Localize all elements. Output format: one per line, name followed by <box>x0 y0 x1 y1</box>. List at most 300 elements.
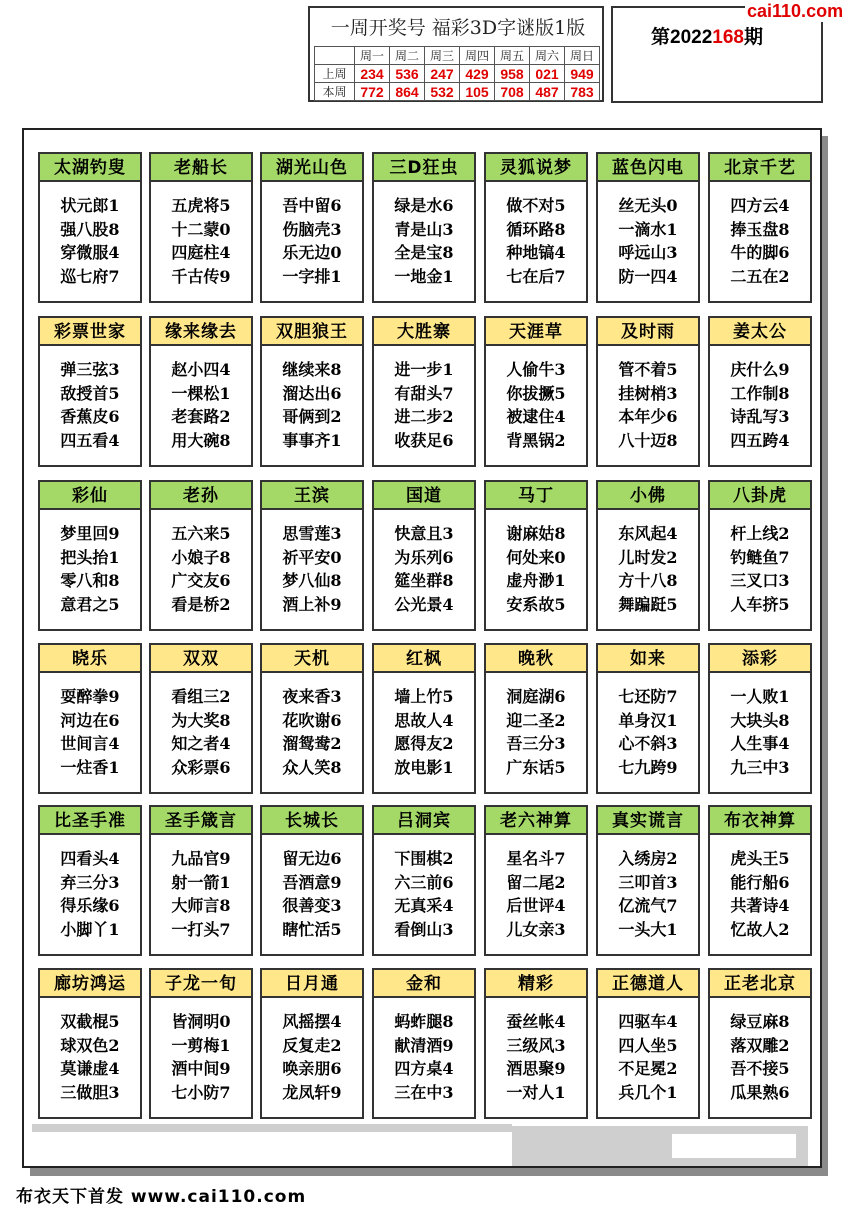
riddle-line: 虎头王5 <box>730 849 790 868</box>
riddle-line: 敌授首5 <box>60 383 120 403</box>
riddle-line: 一头大1 <box>618 919 678 939</box>
result-number: 772 <box>355 83 390 101</box>
riddle-line: 众人笑8 <box>282 757 342 777</box>
riddle-line: 一剪梅1 <box>171 1035 231 1055</box>
riddle-card <box>372 316 476 467</box>
riddle-line: 祈平安0 <box>282 547 342 567</box>
riddle-line: 弹三弦3 <box>60 360 120 379</box>
riddle-line: 唤亲朋6 <box>282 1059 342 1078</box>
riddle-line: 一打头7 <box>171 919 231 939</box>
this-week-label: 本周 <box>315 83 355 101</box>
riddle-card-title: 灵狐说梦 <box>486 154 586 182</box>
riddle-line: 本年少6 <box>618 407 678 426</box>
riddle-card <box>38 968 142 1119</box>
riddle-card <box>596 316 700 467</box>
riddle-line: 儿女亲3 <box>506 919 566 939</box>
riddle-line: 公光景4 <box>394 594 454 614</box>
riddle-line: 三做胆3 <box>60 1082 120 1102</box>
riddle-line: 小脚丫1 <box>60 919 120 939</box>
riddle-card-title: 长城长 <box>262 807 362 835</box>
days-row <box>315 47 600 65</box>
riddle-line: 反复走2 <box>282 1035 342 1055</box>
site-logo: cai110.com <box>747 1 844 21</box>
riddle-card <box>596 968 700 1119</box>
result-number: 958 <box>495 65 530 83</box>
riddle-line: 吾中留6 <box>282 196 342 215</box>
riddle-card-title: 国道 <box>374 482 474 510</box>
footer-credit: 布衣天下首发 www.cai110.com <box>16 1187 307 1206</box>
riddle-card-lines <box>262 522 362 616</box>
riddle-line: 方十八8 <box>618 571 678 590</box>
riddle-card-title: 正德道人 <box>598 970 698 998</box>
riddle-line: 洞庭湖6 <box>506 687 566 706</box>
riddle-line: 何处来0 <box>506 547 566 567</box>
riddle-card <box>149 316 253 467</box>
riddle-card-title: 王滨 <box>262 482 362 510</box>
period-label <box>651 22 763 49</box>
riddle-line: 大师言8 <box>171 896 231 915</box>
riddle-line: 强八股8 <box>60 219 120 239</box>
riddle-card-lines <box>710 194 810 288</box>
weekly-results-title: 一周开奖号 福彩3D字谜版1版 <box>330 17 586 39</box>
riddle-line: 思雪莲3 <box>282 524 342 543</box>
riddle-line: 防一四4 <box>618 266 678 286</box>
riddle-card-title: 姜太公 <box>710 318 810 346</box>
riddle-line: 五六来5 <box>171 524 231 543</box>
weekly-results-panel <box>308 6 604 102</box>
riddle-card-title: 太湖钓叟 <box>40 154 140 182</box>
riddle-card-title: 八卦虎 <box>710 482 810 510</box>
riddle-line: 吾酒意9 <box>282 872 342 892</box>
riddle-card <box>149 480 253 631</box>
riddle-line: 管不着5 <box>618 360 678 379</box>
riddle-line: 四庭柱4 <box>171 243 231 262</box>
riddle-line: 五虎将5 <box>171 196 231 215</box>
riddle-card <box>708 480 812 631</box>
riddle-line: 酒思聚9 <box>506 1059 566 1078</box>
riddle-card-lines <box>486 1010 586 1104</box>
riddle-line: 龙凤轩9 <box>282 1082 342 1102</box>
riddle-card <box>372 805 476 956</box>
riddle-card-title: 双双 <box>151 645 251 673</box>
corner-cell <box>315 47 355 65</box>
riddle-line: 思故人4 <box>394 710 454 730</box>
riddle-line: 快意且3 <box>394 524 454 543</box>
period-number: 168 <box>712 27 744 48</box>
riddle-line: 为乐列6 <box>394 547 454 567</box>
riddle-line: 杆上线2 <box>730 524 790 543</box>
riddle-line: 四方桌4 <box>394 1059 454 1078</box>
riddle-line: 球双色2 <box>60 1035 120 1055</box>
riddle-line: 诗乱写3 <box>730 407 790 426</box>
riddle-card-lines <box>486 847 586 941</box>
riddle-card-title: 小佛 <box>598 482 698 510</box>
riddle-line: 溜鸳鸯2 <box>282 734 342 753</box>
riddle-card-title: 布衣神算 <box>710 807 810 835</box>
result-number: 429 <box>460 65 495 83</box>
riddle-line: 收获足6 <box>394 430 454 450</box>
result-number: 532 <box>425 83 460 101</box>
riddle-line: 大块头8 <box>730 710 790 730</box>
riddle-card-title: 双胆狼王 <box>262 318 362 346</box>
riddle-line: 世间言4 <box>60 734 120 753</box>
riddle-card <box>260 805 364 956</box>
riddle-card-title: 吕洞宾 <box>374 807 474 835</box>
riddle-line: 把头抬1 <box>60 547 120 567</box>
riddle-line: 赵小四4 <box>171 360 231 379</box>
riddle-line: 四驱车4 <box>618 1012 678 1031</box>
riddle-card-lines <box>374 358 474 452</box>
riddle-line: 牛的脚6 <box>730 243 790 262</box>
riddle-line: 一字排1 <box>282 266 342 286</box>
riddle-line: 穿微服4 <box>60 243 120 262</box>
riddle-card-title: 子龙一旬 <box>151 970 251 998</box>
riddle-card <box>372 152 476 303</box>
riddle-line: 绿是水6 <box>394 196 454 215</box>
riddle-line: 三级风3 <box>506 1035 566 1055</box>
riddle-line: 循环路8 <box>506 219 566 239</box>
riddle-line: 谢麻姑8 <box>506 524 566 543</box>
riddle-line: 绿豆麻8 <box>730 1012 790 1031</box>
riddle-card <box>372 480 476 631</box>
riddle-line: 意君之5 <box>60 594 120 614</box>
riddle-line: 很善变3 <box>282 896 342 915</box>
riddle-line: 溜达出6 <box>282 383 342 403</box>
result-number: 247 <box>425 65 460 83</box>
riddle-line: 一人败1 <box>730 687 790 706</box>
result-number: 949 <box>565 65 600 83</box>
riddle-card-lines <box>710 847 810 941</box>
riddle-line: 七还防7 <box>618 687 678 706</box>
result-number: 864 <box>390 83 425 101</box>
riddle-card-title: 廊坊鸿运 <box>40 970 140 998</box>
riddle-card-lines <box>40 847 140 941</box>
riddle-line: 人车挤5 <box>730 594 790 614</box>
period-prefix: 第2022 <box>651 27 713 48</box>
riddle-card-title: 彩票世家 <box>40 318 140 346</box>
riddle-line: 十二蒙0 <box>171 219 231 239</box>
riddle-line: 一炷香1 <box>60 757 120 777</box>
riddle-line: 人生事4 <box>730 734 790 753</box>
riddle-line: 单身汉1 <box>618 710 678 730</box>
riddle-line: 背黑锅2 <box>506 430 566 450</box>
riddle-card <box>484 480 588 631</box>
riddle-line: 夜来香3 <box>282 687 342 706</box>
riddle-line: 能行船6 <box>730 872 790 892</box>
riddle-line: 做不对5 <box>506 196 566 215</box>
riddle-line: 青是山3 <box>394 219 454 239</box>
riddle-line: 酒上补9 <box>282 594 342 614</box>
riddle-line: 进一步1 <box>394 360 454 379</box>
riddle-line: 射一箭1 <box>171 872 231 892</box>
riddle-card-lines <box>40 1010 140 1104</box>
riddle-card <box>149 805 253 956</box>
riddle-card-lines <box>486 358 586 452</box>
riddle-line: 四五看4 <box>60 430 120 450</box>
riddle-line: 用大碗8 <box>171 430 231 450</box>
riddle-card <box>596 480 700 631</box>
riddle-card-lines <box>262 1010 362 1104</box>
riddle-line: 瞎忙活5 <box>282 919 342 939</box>
riddle-card-title: 三D狂虫 <box>374 154 474 182</box>
riddle-line: 庆什么9 <box>730 360 790 379</box>
frame-bottom-bar <box>32 1124 512 1132</box>
riddle-card <box>708 316 812 467</box>
riddle-line: 四方云4 <box>730 196 790 215</box>
riddle-card-title: 彩仙 <box>40 482 140 510</box>
riddle-line: 看组三2 <box>171 687 231 706</box>
riddle-line: 愿得友2 <box>394 734 454 753</box>
last-week-row <box>315 65 600 83</box>
day-header: 周一 <box>355 47 390 65</box>
riddle-line: 看倒山3 <box>394 919 454 939</box>
riddle-card-title: 晚秋 <box>486 645 586 673</box>
riddle-line: 为大奖8 <box>171 710 231 730</box>
riddle-card <box>38 152 142 303</box>
riddle-card-title: 如来 <box>598 645 698 673</box>
riddle-line: 七小防7 <box>171 1082 231 1102</box>
riddle-card-title: 马丁 <box>486 482 586 510</box>
riddle-line: 忆故人2 <box>730 919 790 939</box>
riddle-card-title: 正老北京 <box>710 970 810 998</box>
riddle-card-lines <box>486 522 586 616</box>
riddle-card-title: 老六神算 <box>486 807 586 835</box>
riddle-line: 广交友6 <box>171 571 231 590</box>
result-number: 536 <box>390 65 425 83</box>
riddle-card-lines <box>374 685 474 779</box>
riddle-card-lines <box>262 685 362 779</box>
riddle-line: 留二尾2 <box>506 872 566 892</box>
riddle-line: 你拔撅5 <box>506 383 566 403</box>
riddle-card-lines <box>374 1010 474 1104</box>
riddle-line: 钓鲢鱼7 <box>730 547 790 567</box>
riddle-line: 蚕丝帐4 <box>506 1012 566 1031</box>
riddle-card-title: 老船长 <box>151 154 251 182</box>
riddle-card-lines <box>374 522 474 616</box>
riddle-line: 人偷牛3 <box>506 360 566 379</box>
riddle-line: 全是宝8 <box>394 243 454 262</box>
riddle-card-title: 晓乐 <box>40 645 140 673</box>
riddle-card <box>372 643 476 794</box>
riddle-line: 虚舟渺1 <box>506 571 566 590</box>
riddle-card-lines <box>40 685 140 779</box>
riddle-line: 四五跨4 <box>730 430 790 450</box>
riddle-line: 一滴水1 <box>618 219 678 239</box>
riddle-card <box>38 805 142 956</box>
riddle-line: 东风起4 <box>618 524 678 543</box>
riddle-card-lines <box>40 194 140 288</box>
riddle-card-title: 天涯草 <box>486 318 586 346</box>
riddle-card <box>596 152 700 303</box>
riddle-card-title: 大胜寨 <box>374 318 474 346</box>
riddle-card-lines <box>710 522 810 616</box>
riddle-card-title: 添彩 <box>710 645 810 673</box>
riddle-line: 心不斜3 <box>618 734 678 753</box>
day-header: 周日 <box>565 47 600 65</box>
riddle-card-title: 真实谎言 <box>598 807 698 835</box>
riddle-line: 风摇摆4 <box>282 1012 342 1031</box>
riddle-line: 莫谦虚4 <box>60 1059 120 1078</box>
riddle-line: 弃三分3 <box>60 872 120 892</box>
riddle-line: 献清酒9 <box>394 1035 454 1055</box>
riddle-card-title: 比圣手准 <box>40 807 140 835</box>
day-header: 周五 <box>495 47 530 65</box>
riddle-card <box>38 643 142 794</box>
riddle-line: 四人坐5 <box>618 1035 678 1055</box>
result-number: 783 <box>565 83 600 101</box>
riddle-line: 一棵松1 <box>171 383 231 403</box>
period-suffix: 期 <box>743 27 763 48</box>
riddle-card-lines <box>710 685 810 779</box>
riddle-line: 三在中3 <box>394 1082 454 1102</box>
riddle-card-lines <box>151 847 251 941</box>
riddle-card-title: 蓝色闪电 <box>598 154 698 182</box>
riddle-card <box>149 968 253 1119</box>
riddle-card-lines <box>40 522 140 616</box>
riddle-line: 吾不接5 <box>730 1059 790 1078</box>
last-week-label: 上周 <box>315 65 355 83</box>
riddle-line: 进二步2 <box>394 407 454 426</box>
riddle-card-title: 日月通 <box>262 970 362 998</box>
day-header: 周四 <box>460 47 495 65</box>
riddle-card-lines <box>598 847 698 941</box>
riddle-line: 后世评4 <box>506 896 566 915</box>
riddle-card-lines <box>598 358 698 452</box>
riddle-line: 吾三分3 <box>506 734 566 753</box>
riddle-line: 乐无边0 <box>282 243 342 262</box>
riddle-card-title: 金和 <box>374 970 474 998</box>
riddle-line: 呼远山3 <box>618 243 678 262</box>
riddle-line: 兵几个1 <box>618 1082 678 1102</box>
riddle-line: 二五在2 <box>730 266 790 286</box>
riddle-card <box>484 316 588 467</box>
riddle-card-lines <box>151 522 251 616</box>
riddle-card <box>149 643 253 794</box>
riddle-card <box>596 805 700 956</box>
riddle-card-lines <box>151 194 251 288</box>
riddle-card-title: 天机 <box>262 645 362 673</box>
riddle-line: 小娘子8 <box>171 547 231 567</box>
riddle-line: 事事齐1 <box>282 430 342 450</box>
riddle-line: 继续来8 <box>282 360 342 379</box>
riddle-line: 九三中3 <box>730 757 790 777</box>
result-number: 708 <box>495 83 530 101</box>
riddle-line: 一地金1 <box>394 266 454 286</box>
riddle-line: 耍醉拳9 <box>60 687 120 706</box>
riddle-line: 丝无头0 <box>618 196 678 215</box>
riddle-card-title: 湖光山色 <box>262 154 362 182</box>
riddle-line: 知之者4 <box>171 734 231 753</box>
riddle-line: 蚂蚱腿8 <box>394 1012 454 1031</box>
riddle-card <box>484 643 588 794</box>
riddle-line: 梦里回9 <box>60 524 120 543</box>
riddle-card <box>38 316 142 467</box>
riddle-line: 九品官9 <box>171 849 231 868</box>
riddle-line: 皆洞明0 <box>171 1012 231 1031</box>
day-header: 周三 <box>425 47 460 65</box>
riddle-card <box>708 805 812 956</box>
riddle-card <box>484 152 588 303</box>
riddle-line: 有甜头7 <box>394 383 454 403</box>
this-week-row <box>315 83 600 101</box>
riddle-card <box>708 968 812 1119</box>
riddle-card-lines <box>598 194 698 288</box>
riddle-line: 零八和8 <box>60 571 120 590</box>
riddle-line: 筵坐群8 <box>394 571 454 590</box>
riddle-line: 捧玉盘8 <box>730 219 790 239</box>
riddle-card-title: 红枫 <box>374 645 474 673</box>
riddle-line: 被逮住4 <box>506 407 566 426</box>
riddle-card-lines <box>262 194 362 288</box>
riddle-card <box>484 968 588 1119</box>
riddle-card-lines <box>486 194 586 288</box>
riddle-line: 共著诗4 <box>730 896 790 915</box>
riddle-line: 瓜果熟6 <box>730 1082 790 1102</box>
riddle-card <box>484 805 588 956</box>
riddle-line: 三叩首3 <box>618 872 678 892</box>
riddle-line: 梦八仙8 <box>282 571 342 590</box>
riddle-line: 无真采4 <box>394 896 454 915</box>
riddle-card-title: 精彩 <box>486 970 586 998</box>
riddle-card-lines <box>486 685 586 779</box>
riddle-card <box>596 643 700 794</box>
riddle-line: 不足冕2 <box>618 1059 678 1078</box>
riddle-card <box>260 968 364 1119</box>
riddle-line: 下围棋2 <box>394 849 454 868</box>
riddle-line: 看是桥2 <box>171 594 231 614</box>
riddle-card-lines <box>598 685 698 779</box>
result-number: 487 <box>530 83 565 101</box>
riddle-line: 花吹谢6 <box>282 710 342 730</box>
riddle-line: 舞蹁跹5 <box>618 594 678 614</box>
day-header: 周二 <box>390 47 425 65</box>
riddle-card-lines <box>40 358 140 452</box>
riddle-card <box>708 152 812 303</box>
riddle-card-lines <box>151 1010 251 1104</box>
riddle-line: 儿时发2 <box>618 547 678 567</box>
riddle-card <box>149 152 253 303</box>
result-number: 021 <box>530 65 565 83</box>
riddle-line: 安系故5 <box>506 594 566 614</box>
riddle-line: 留无边6 <box>282 849 342 868</box>
frame-bottom-box-inner <box>672 1134 796 1158</box>
riddle-card-lines <box>710 358 810 452</box>
riddle-card <box>372 968 476 1119</box>
riddle-card-lines <box>374 194 474 288</box>
riddle-line: 四看头4 <box>60 849 120 868</box>
riddle-line: 八十迈8 <box>618 430 678 450</box>
riddle-line: 墙上竹5 <box>394 687 454 706</box>
riddle-line: 迎二圣2 <box>506 710 566 730</box>
riddle-line: 七在后7 <box>506 266 566 286</box>
riddle-line: 六三前6 <box>394 872 454 892</box>
riddle-card-title: 老孙 <box>151 482 251 510</box>
day-header: 周六 <box>530 47 565 65</box>
riddle-line: 河边在6 <box>60 710 120 730</box>
riddle-line: 种地镐4 <box>506 243 566 262</box>
riddle-card-lines <box>710 1010 810 1104</box>
weekly-results-table <box>314 46 600 101</box>
riddle-card-lines <box>151 358 251 452</box>
riddle-line: 星名斗7 <box>506 849 566 868</box>
riddle-line: 放电影1 <box>394 757 454 777</box>
riddle-card <box>38 480 142 631</box>
riddle-line: 工作制8 <box>730 383 790 403</box>
riddle-line: 香蕉皮6 <box>60 407 120 426</box>
riddle-line: 巡七府7 <box>60 266 120 286</box>
result-number: 234 <box>355 65 390 83</box>
riddle-card <box>260 316 364 467</box>
